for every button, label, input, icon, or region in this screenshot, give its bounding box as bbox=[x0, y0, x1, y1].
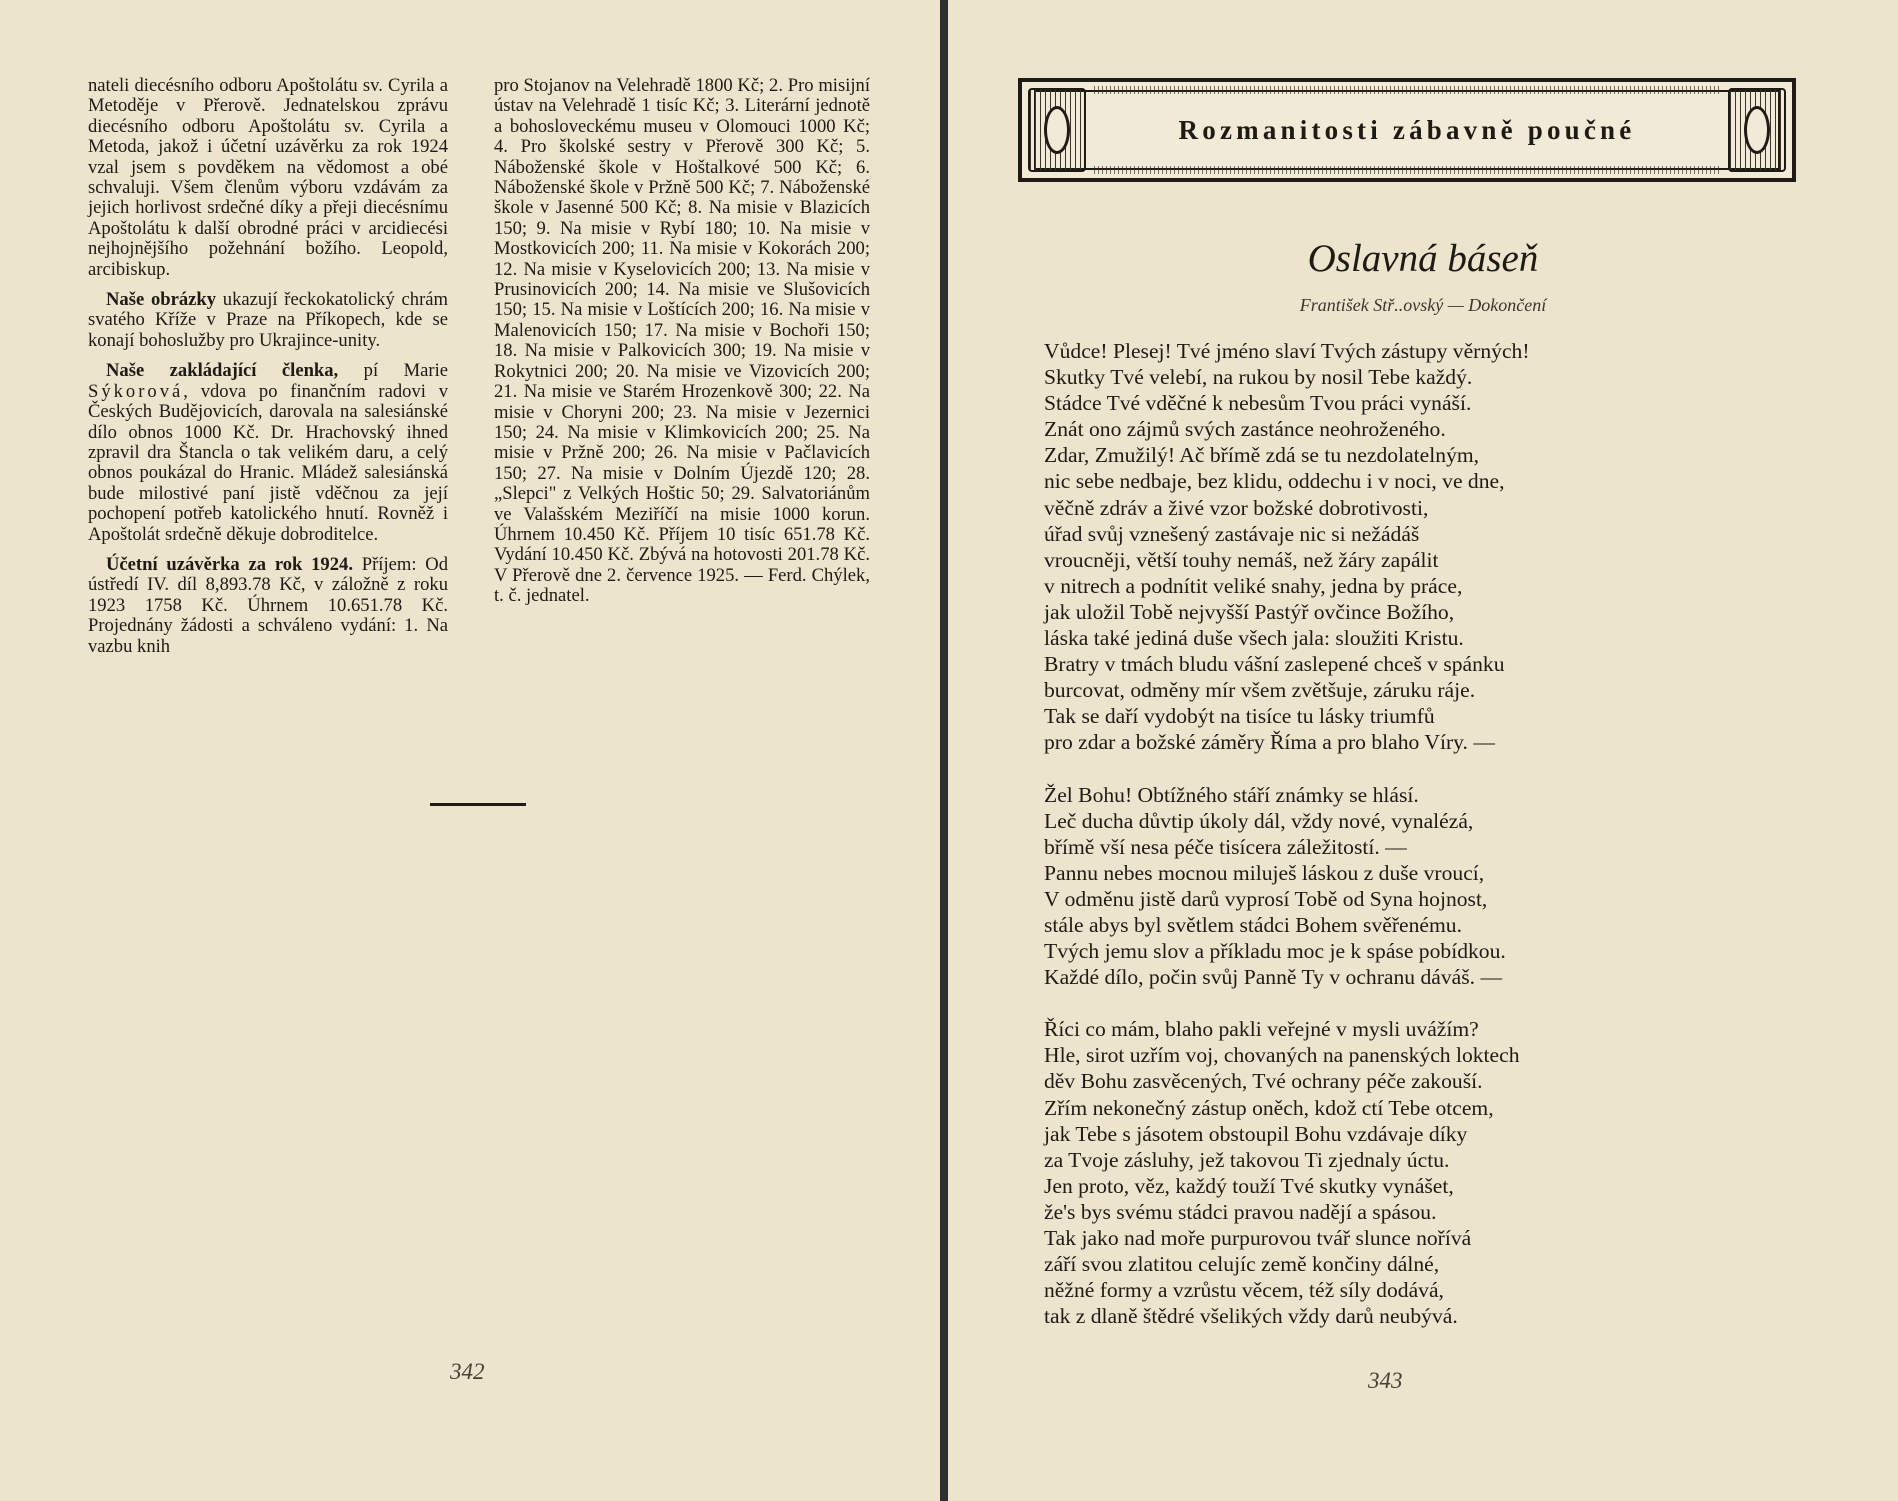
poem-line: Tak se daří vydobýt na tisíce tu lásky triumfů bbox=[1044, 704, 1435, 729]
poem-line: jak uložil Tobě nejvyšší Pastýř ovčince Božího, bbox=[1044, 599, 1455, 624]
poem-title: Oslavná báseň bbox=[1307, 237, 1539, 280]
paragraph-accounts bbox=[88, 555, 448, 657]
paragraph-founding-member-pre: pí Marie bbox=[338, 360, 449, 382]
poem-line: Leč ducha důvtip úkoly dál, vždy nové, vynalézá, bbox=[1044, 808, 1474, 833]
section-title: Rozmanitosti zábavně poučné bbox=[1178, 114, 1636, 145]
poem-line: věčně zdráv a živé vzor božské dobrotivosti, bbox=[1044, 495, 1429, 520]
poem-line: stále abys byl světlem stádci Bohem svěřenému. bbox=[1044, 912, 1462, 937]
left-column-2 bbox=[494, 76, 870, 617]
paragraph-pictures-lead: Naše obrázky bbox=[106, 289, 217, 311]
poem-line: Znát ono zájmů svých zastánce neohroženého. bbox=[1044, 417, 1446, 442]
poem-line: pro zdar a božské záměry Říma a pro blaho Víry. — bbox=[1044, 730, 1495, 755]
poem-line: Každé dílo, počin svůj Panně Ty v ochranu dáváš. — bbox=[1044, 965, 1503, 990]
poem-line: Vůdce! Plesej! Tvé jméno slaví Tvých zástupy věrných! bbox=[1044, 339, 1530, 363]
poem-line: burcovat, odměny mír všem zvětšuje, záruku ráje. bbox=[1044, 678, 1476, 703]
poem-line: za Tvoje zásluhy, jež takovou Ti zjednaly úctu. bbox=[1044, 1147, 1450, 1172]
paragraph-pictures-text: ukazují řeckokatolický chrám svatého Kříže v Praze na Příkopech, kde se konají bohoslužby pro Ukrajince-unity. bbox=[88, 289, 448, 351]
poem-line: Stádce Tvé vděčné k nebesům Tvou práci vynáší. bbox=[1044, 391, 1472, 416]
page-number-left: 342 bbox=[450, 1359, 485, 1384]
poem-line: Žel Bohu! Obtížného stáří známky se hlásí. bbox=[1044, 782, 1419, 807]
page-number-right: 343 bbox=[1368, 1368, 1403, 1393]
poem-line: břímě vší nesa péče tisícera záležitostí. — bbox=[1044, 834, 1407, 859]
paragraph-accounts-lead: Účetní uzávěrka za rok 1924. bbox=[106, 553, 353, 575]
paragraph-expenditures: pro Stojanov na Velehradě 1800 Kč; 2. Pro misijní ústav na Velehradě 1 tisíc Kč; 3. Literární jednotě a bohosloveckému museu v Olomouci 1000 Kč; 4. Pro školské sestry v Přerově 300 Kč; 5. Náboženské škole v Hoštalkové 500 Kč; 6. Náboženské škole v Pržně 500 Kč; 7. Náboženské škole v Jasenné 500 Kč; 8. Na misie v Blazicích 150; 9. Na misie v Rybí 180; 10. Na misie v Mostkovicích 200; 11. Na misie v Kokorách 200; 12. Na misie v Kyselovicích 200; 13. Na misie v Prusinovicích 200; 14. Na misie ve Slušovicích 150; 15. Na misie v Loštících 200; 16. Na misie v Malenovicích 150; 17. Na misie v Bochoři 150; 18. Na misie v Palkovicích 300; 19. Na misie v Rokytnici 200; 20. Na misie ve Vizovicích 200; 21. Na misie ve Starém Hrozenkově 300; 22. Na misie v Choryni 200; 23. Na misie v Jezernici 150; 24. Na misie v Klimkovicích 200; 25. Na misie v Pržně 200; 26. Na misie v Pačlavicích 150; 27. Na misie v Dolním Újezdě 120; 28. „Slepci" z Velkých Hoštic 50; 29. Salvatoriánům ve Valašském Meziříčí na misie 1000 korun. Úhrnem 10.450 Kč. Příjem 10 tisíc 651.78 Kč. Vydání 10.450 Kč. Zbývá na hotovosti 201.78 Kč. V Přerově dne 2. července 1925. — Ferd. Chýlek, t. č. jednatel. bbox=[494, 75, 870, 607]
poem-line: Tak jako nad moře purpurovou tvář slunce nořívá bbox=[1044, 1226, 1472, 1250]
poem-line: úřad svůj vznešený zastávaje nic si nežádáš bbox=[1044, 521, 1420, 546]
poem-line: Říci co mám, blaho pakli veřejné v mysli uvážím? bbox=[1044, 1017, 1479, 1042]
section-banner bbox=[1018, 78, 1796, 182]
banner-ornament-right-icon bbox=[1728, 88, 1786, 172]
poem-line: v nitrech a podnítit veliké snahy, jedna by práce, bbox=[1044, 573, 1463, 598]
poem-line: nic sebe nedbaje, bez klidu, oddechu i v noci, ve dne, bbox=[1044, 469, 1505, 494]
left-column-1 bbox=[88, 76, 448, 667]
right-page bbox=[948, 0, 1898, 1501]
left-page bbox=[0, 0, 940, 1501]
poem-line: Hle, sirot uzřím voj, chovaných na panenských loktech bbox=[1044, 1043, 1520, 1068]
poem-line: tak z dlaně štědré všelikých vždy darů neubývá. bbox=[1044, 1304, 1458, 1329]
paragraph-founding-member bbox=[88, 361, 448, 545]
poem-line: Skutky Tvé velebí, na rukou by nosil Tebe každý. bbox=[1044, 365, 1473, 390]
paragraph-founding-member-text: , vdova po finančním radovi v Českých Budějovicích, darovala na salesiánské dílo obnos 1000 Kč. Dr. Hrachovský ihned zpravil dra Štancla o tak velikém daru, a celý obnos poukázal do Hranic. Mládež salesiánská bude milostivé paní jistě vděčnou za její pochopení potřeb katolického hnutí. Rovněž i Apoštolát srdečně děkuje dobroditelce. bbox=[88, 380, 448, 545]
poem-line: děv Bohu zasvěcených, Tvé ochrany péče zakouší. bbox=[1044, 1069, 1483, 1094]
poem-byline: František Stř..ovský — Dokončení bbox=[1299, 295, 1547, 315]
poem-line: září svou zlatitou celujíc země končiny dálné, bbox=[1044, 1252, 1440, 1277]
poem-line: láska také jediná duše všech jala: sloužiti Kristu. bbox=[1044, 626, 1464, 651]
poem-line: že's bys svému stádci pravou nadějí a spásou. bbox=[1044, 1199, 1437, 1224]
paragraph-founding-member-lead: Naše zakládající členka, bbox=[106, 360, 339, 382]
end-rule bbox=[430, 803, 526, 806]
stanza-gap bbox=[1044, 756, 1844, 782]
poem-line: Zřím nekonečný zástup oněch, kdož ctí Tebe otcem, bbox=[1044, 1095, 1494, 1120]
poem-line: V odměnu jistě darů vyprosí Tobě od Syna hojnost, bbox=[1044, 886, 1488, 911]
poem-body bbox=[1044, 338, 1844, 1329]
paragraph-accounts-text: Příjem: Od ústředí IV. díl 8,893.78 Kč, v záložně z roku 1923 1758 Kč. Úhrnem 10.651.78 Kč. Projednány žádosti a schváleno vydání: 1. Na vazbu knih bbox=[88, 553, 448, 657]
poem-line: Tvých jemu slov a příkladu moc je k spáse pobídkou. bbox=[1044, 939, 1506, 964]
poem-line: Pannu nebes mocnou miluješ láskou z duše vroucí, bbox=[1044, 860, 1485, 885]
poem-line: Bratry v tmách bludu vášní zaslepené chceš v spánku bbox=[1044, 652, 1505, 677]
stanza-gap bbox=[1044, 990, 1844, 1016]
member-name: Sýkorová bbox=[88, 380, 184, 402]
paragraph-pictures bbox=[88, 290, 448, 351]
poem-line: něžné formy a vzrůstu věcem, též síly dodává, bbox=[1044, 1278, 1444, 1303]
poem-line: Jen proto, věz, každý touží Tvé skutky vynášet, bbox=[1044, 1173, 1454, 1198]
poem-line: Zdar, Zmužilý! Ač břímě zdá se tu nezdolatelným, bbox=[1044, 443, 1480, 468]
poem-line: vroucněji, větší touhy nemáš, než žáry zapálit bbox=[1044, 547, 1439, 572]
banner-ornament-left-icon bbox=[1028, 88, 1086, 172]
paragraph-diocesan-report: nateli diecésního odboru Apoštolátu sv. Cyrila a Metoděje v Přerově. Jednatelskou zprávu diecésního odboru Apoštolátu sv. Cyrila a Metoda, jakož i účetní uzávěrku za rok 1924 vzal jsem s povděkem na vědomost a obé schvaluji. Všem členům výboru vzdávám za jejich horlivost srdečné díky a přeji diecésnímu Apoštolátu k další obrodné práci v arcidiecési nejhojnějšího požehnání božího. Leopold, arcibiskup. bbox=[88, 75, 448, 280]
poem-line: jak Tebe s jásotem obstoupil Bohu vzdávaje díky bbox=[1044, 1121, 1468, 1146]
